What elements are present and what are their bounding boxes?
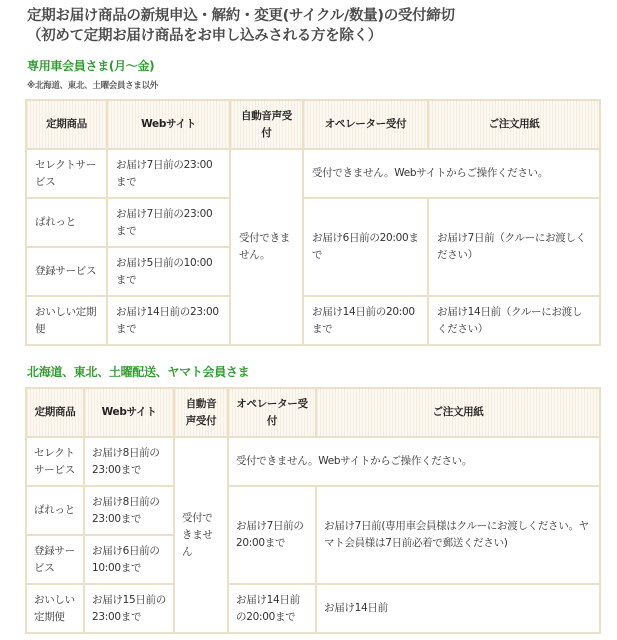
operator-deadline-cell: お届け14日前の20:00まで (228, 584, 316, 633)
section1-note: ※北海道、東北、土曜会員さま以外 (27, 81, 158, 91)
web-deadline-cell: お届け15日前の23:00まで (84, 584, 174, 633)
page-title (27, 6, 455, 46)
table-row (26, 149, 600, 198)
web-deadline-cell: お届け6日前の10:00まで (84, 535, 174, 584)
operator-deadline-cell: お届け14日前の20:00まで (303, 296, 428, 345)
product-cell: おいしい定期便 (26, 296, 107, 345)
product-cell: セレクトサービス (26, 149, 107, 198)
col-header-auto-voice: 自動音声受付 (174, 388, 228, 437)
table-row (26, 486, 600, 535)
section1-heading: 専用車会員さま(月〜金) (27, 59, 155, 73)
deadline-table-regional (25, 387, 601, 634)
col-header-auto-voice: 自動音声受付 (230, 100, 303, 149)
order-form-deadline-cell: お届け14日前（クルーにお渡しください） (428, 296, 600, 345)
operator-deadline-cell: お届け6日前の20:00まで (303, 198, 428, 296)
section2-heading: 北海道、東北、土曜配送、ヤマト会員さま (27, 365, 250, 379)
order-form-deadline-cell: お届け7日前（クルーにお渡しください） (428, 198, 600, 296)
web-deadline-cell: お届け5日前の10:00まで (107, 247, 230, 296)
product-cell: おいしい定期便 (26, 584, 84, 633)
table-row (26, 584, 600, 633)
page-title-line1: 定期お届け商品の新規申込・解約・変更(サイクル/数量)の受付締切 (27, 8, 455, 24)
col-header-product: 定期商品 (26, 388, 84, 437)
order-form-deadline-cell: お届け7日前(専用車会員様はクルーにお渡しください。ヤマト会員様は7日前必着で郵送ください) (316, 486, 600, 584)
col-header-operator: オペレーター受付 (228, 388, 316, 437)
table-row (26, 198, 600, 247)
page-title-line2: （初めて定期お届け商品をお申し込みされる方を除く） (27, 28, 382, 44)
web-deadline-cell: お届け14日前の23:00まで (107, 296, 230, 345)
auto-voice-cell: 受付できません。 (230, 149, 303, 345)
table-header-row (26, 388, 600, 437)
select-service-other-cell: 受付できません。Webサイトからご操作ください。 (303, 149, 600, 198)
product-cell: 登録サービス (26, 535, 84, 584)
product-cell: ぱれっと (26, 198, 107, 247)
col-header-product: 定期商品 (26, 100, 107, 149)
auto-voice-cell: 受付できません (174, 437, 228, 633)
col-header-web: Webサイト (107, 100, 230, 149)
product-cell: ぱれっと (26, 486, 84, 535)
web-deadline-cell: お届け7日前の23:00まで (107, 149, 230, 198)
col-header-operator: オペレーター受付 (303, 100, 428, 149)
order-form-deadline-cell: お届け14日前 (316, 584, 600, 633)
table-row (26, 296, 600, 345)
web-deadline-cell: お届け7日前の23:00まで (107, 198, 230, 247)
web-deadline-cell: お届け8日前の23:00まで (84, 437, 174, 486)
select-service-other-cell: 受付できません。Webサイトからご操作ください。 (228, 437, 600, 486)
table-row (26, 437, 600, 486)
col-header-web: Webサイト (84, 388, 174, 437)
col-header-order-form: ご注文用紙 (316, 388, 600, 437)
operator-deadline-cell: お届け7日前の20:00まで (228, 486, 316, 584)
deadline-table-dedicated (25, 99, 601, 346)
table-header-row (26, 100, 600, 149)
product-cell: セレクトサービス (26, 437, 84, 486)
web-deadline-cell: お届け8日前の23:00まで (84, 486, 174, 535)
col-header-order-form: ご注文用紙 (428, 100, 600, 149)
product-cell: 登録サービス (26, 247, 107, 296)
